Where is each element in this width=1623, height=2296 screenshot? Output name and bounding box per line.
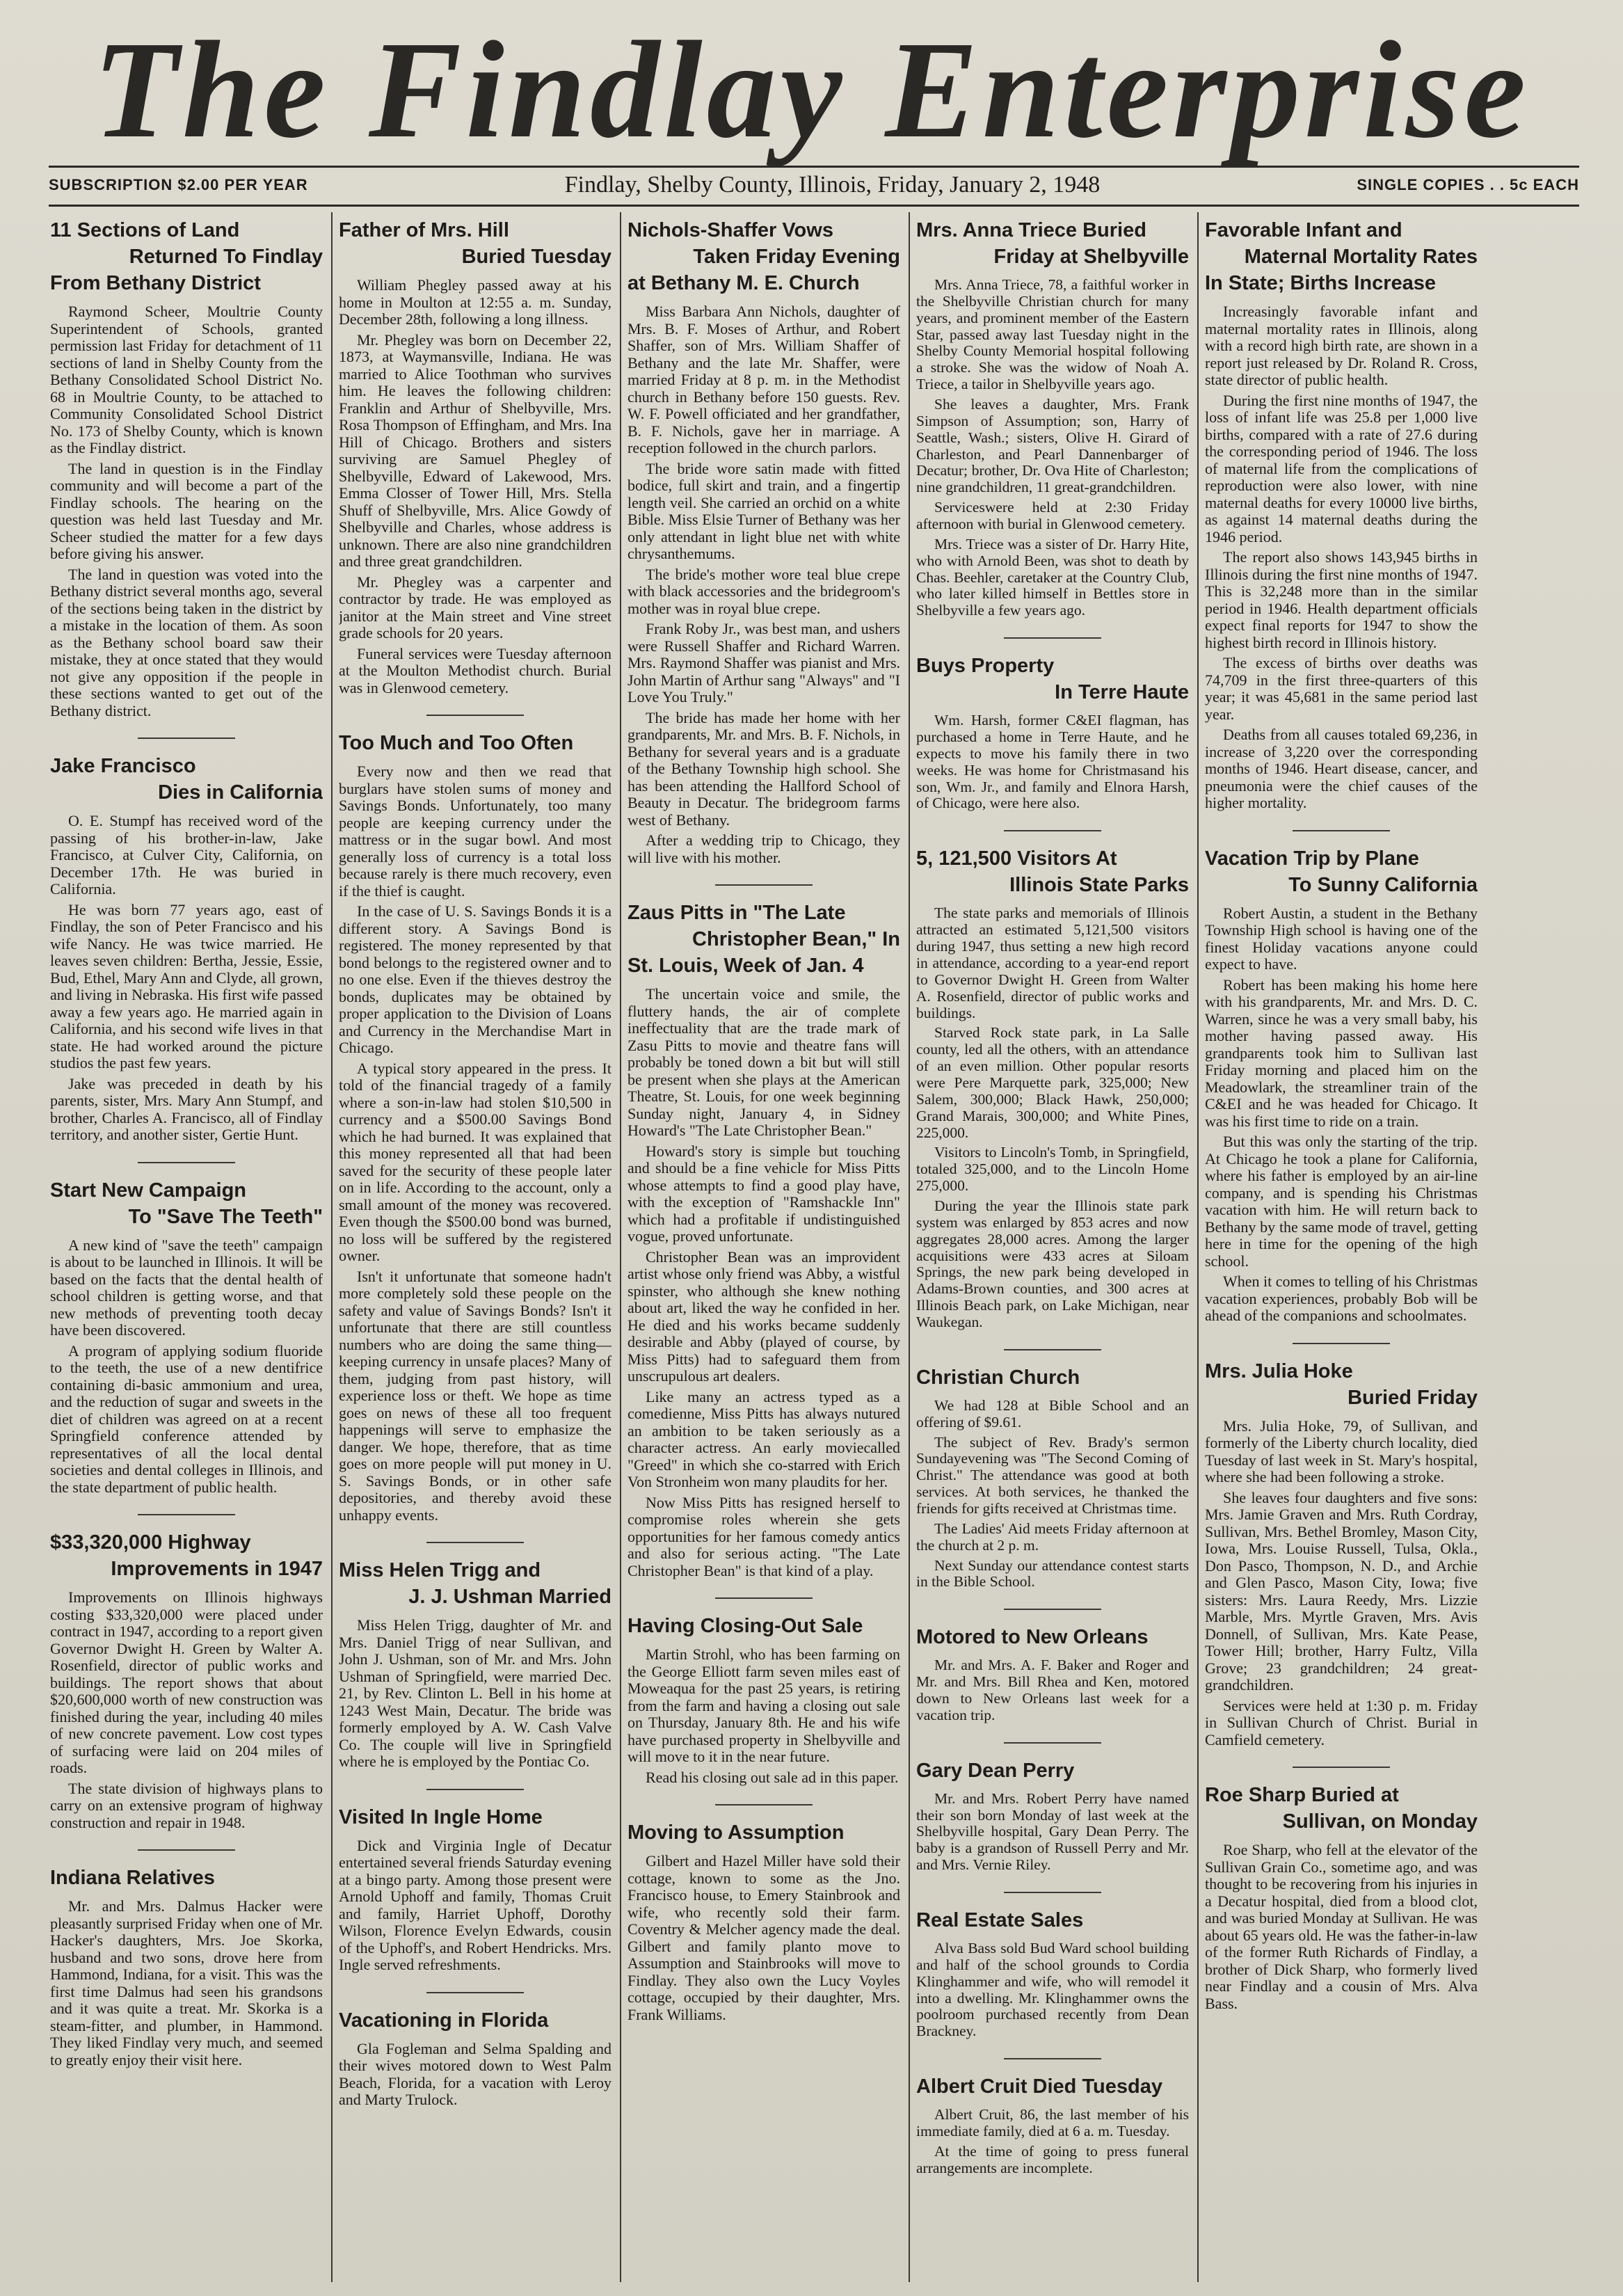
article-paragraph: Wm. Harsh, former C&EI flagman, has purchased a home in Terre Haute, and he expects to move his family there in two weeks. He was home for Christmasand his son, Wm. Jr., and family and Elnora Harsh, of Chicago, were here also. — [916, 712, 1189, 812]
headline-line: 11 Sections of Land — [50, 219, 240, 241]
dateline: Findlay, Shelby County, Illinois, Friday, January 2, 1948 — [564, 172, 1101, 198]
column-divider — [331, 212, 333, 2282]
article-highway-improvements — [50, 1529, 323, 1831]
article-headline — [916, 2073, 1189, 2100]
article-paragraph: The bride has made her home with her grandparents, Mr. and Mrs. B. F. Nichols, in Bethany for several years and is a graduate of the Bethany Township high school. She has been attending the Hallford School of Beauty in Decatur. The bridegroom farms west of Bethany. — [627, 708, 900, 829]
article-paragraph: Gilbert and Hazel Miller have sold their cottage, known to some as the Jno. Francisco house, to Emery Stainbrook and wife, who recently sold their farm. Coventry & Melcher agency made the deal. Gilbert and family planto move to Assumption and Stainbrooks will move to Findlay. They also own the Lucy Voyles cottage, occupied by their daughter, Mrs. Frank Williams. — [627, 1852, 900, 2023]
headline-line: 5, 121,500 Visitors At — [916, 847, 1117, 870]
article-paragraph: Funeral services were Tuesday afternoon at the Moulton Methodist church. Burial was in Glenwood cemetery. — [339, 644, 611, 696]
article-headline — [1205, 1782, 1478, 1835]
article-mrs-hill-father — [339, 217, 611, 696]
headline-line: Having Closing-Out Sale — [627, 1615, 863, 1637]
article-vacationing-florida — [339, 2007, 611, 2109]
article-headline — [627, 1613, 900, 1639]
article-paragraph: Miss Helen Trigg, daughter of Mr. and Mrs. Daniel Trigg of near Sullivan, and John J. Ushman, son of Mr. and Mrs. John Ushman of Springfield, were married Dec. 21, by Rev. Clinton L. Bell in his home at 1243 West Main, Decatur. The bride was formerly employed by A. W. Cash Valve Co. The couple will live in Springfield where he is employed by the Pontiac Co. — [339, 1616, 611, 1770]
article-headline — [627, 217, 900, 296]
article-separator — [1004, 1892, 1101, 1893]
headline-line: Albert Cruit Died Tuesday — [916, 2075, 1162, 2098]
article-paragraph: He was born 77 years ago, east of Findlay, the son of Peter Francisco and his wife Nancy. He was twice married. He leaves seven children: Bertha, Jessie, Essie, Bud, Ethel, Mary Ann and Clyde, all grown, and living in Nebraska. His first wife passed away a few years ago. He married again in California, and his second wife lives in that state. He had worked around the picture studios the past few years. — [50, 900, 323, 1071]
article-paragraph: At the time of going to press funeral arrangements are incomplete. — [916, 2142, 1189, 2176]
article-sections-of-land — [50, 217, 323, 719]
headline-line: Nichols-Shaffer Vows — [627, 219, 833, 241]
article-paragraph: Mrs. Triece was a sister of Dr. Harry Hite, who with Arnold Been, was shot to death by Chas. Beehler, caretaker at the Country Club, who later killed himself in Bettles store in Shelbyville a few years ago. — [916, 535, 1189, 619]
headline-line: Illinois State Parks — [1009, 874, 1189, 897]
article-paragraph: A typical story appeared in the press. It told of the financial tragedy of a family where a son-in-law had stolen $10,500 in currency and a $500.00 Savings Bond which he had burned. It was explained that this money represented all that had been saved for the security of these people later on in life. According to the account, only a small amount of the money was recovered. Even though the $500.00 bond was burned, no loss will be suffered by the registered owner. — [339, 1059, 611, 1264]
column-divider — [909, 212, 910, 2282]
article-paragraph: The bride wore satin made with fitted bodice, full skirt and train, and a fingertip length veil. She carried an orchid on a white Bible. Miss Elsie Turner of Bethany was her only attendant in light blue net with white chrysanthemums. — [627, 459, 900, 562]
article-paragraph: She leaves a daughter, Mrs. Frank Simpson of Assumption; son, Harry of Seattle, Wash.; sisters, Olive H. Girard of Charleston, and Pearl Dannenbarger of Decatur; brother, Dr. Ova Hite of Charleston; nine grandchildren, 11 great-grandchildren. — [916, 396, 1189, 496]
masthead-rule-top — [49, 166, 1579, 168]
headline-line: Mrs. Julia Hoke — [1205, 1360, 1353, 1382]
article-separator — [426, 1789, 524, 1790]
article-closing-out-sale — [627, 1613, 900, 1786]
headline-line: Returned To Findlay — [129, 246, 323, 268]
article-indiana-relatives — [50, 1865, 323, 2068]
article-paragraph: Howard's story is simple but touching and should be a fine vehicle for Miss Pitts whose attempts to find a good play have, with the exception of "Ramshackle Inn" which had a profitable if undistinguished vogue, proved unfortunate. — [627, 1142, 900, 1245]
article-separator — [1004, 1609, 1101, 1610]
article-separator — [426, 1992, 524, 1993]
article-headline — [50, 1529, 323, 1582]
article-paragraph: A new kind of "save the teeth" campaign is about to be launched in Illinois. It will be based on the facts that the dental health of school children is getting worse, and that new methods of preventing tooth decay have been discovered. — [50, 1236, 323, 1339]
article-paragraph: The Ladies' Aid meets Friday afternoon at the church at 2 p. m. — [916, 1520, 1189, 1554]
article-headline — [916, 653, 1189, 705]
article-separator — [1004, 830, 1101, 831]
article-separator — [426, 715, 524, 716]
article-headline — [1205, 1358, 1478, 1411]
headline-line: Too Much and Too Often — [339, 732, 574, 754]
article-separator — [715, 1804, 813, 1805]
article-separator — [1004, 1349, 1101, 1350]
article-headline — [339, 217, 611, 270]
article-separator — [138, 738, 235, 739]
single-copy-price: SINGLE COPIES . . 5c EACH — [1357, 176, 1579, 193]
article-paragraph: The land in question is in the Findlay community and will become a part of the Findlay schools. The hearing on the question was held last Tuesday and Mr. Scheer studied the matter for a few days before giving his answer. — [50, 459, 323, 562]
headline-line: To "Save The Teeth" — [128, 1205, 323, 1228]
article-headline — [627, 1819, 900, 1846]
article-jake-francisco — [50, 753, 323, 1144]
article-paragraph: The bride's mother wore teal blue crepe with black accessories and the bridegroom's mother was in royal blue crepe. — [627, 565, 900, 617]
headline-line: Real Estate Sales — [916, 1909, 1084, 1932]
article-headline — [916, 1364, 1189, 1391]
article-paragraph: Roe Sharp, who fell at the elevator of the Sullivan Grain Co., sometime ago, and was thought to be recovering from his injuries in a Decatur hospital, died from a blood clot, and was buried Monday at Sullivan. He was about 65 years old. He was the father-in-law of the former Ruth Richards of Findlay, a brother of Dick Sharp, who formerly lived near Findlay and a cousin of Mrs. Alva Bass. — [1205, 1841, 1478, 2012]
article-christian-church — [916, 1364, 1189, 1591]
article-paragraph: Mr. Phegley was a carpenter and contractor by trade. He was employed as janitor at the Main street and Vine street grade schools for 20 years. — [339, 573, 611, 641]
article-paragraph: During the first nine months of 1947, the loss of infant life was 25.8 per 1,000 live births, compared with a rate of 27.6 during the corresponding period of 1946. The loss of maternal life from the complications of reproduction were also lower, with nine maternal deaths for every 10000 live births, as against 14 maternal deaths during the 1946 period. — [1205, 391, 1478, 545]
article-paragraph: Visitors to Lincoln's Tomb, in Springfield, totaled 325,000, and to the Lincoln Home 275,000. — [916, 1144, 1189, 1195]
headline-line: Buys Property — [916, 655, 1055, 678]
headline-line: St. Louis, Week of Jan. 4 — [627, 955, 864, 977]
article-headline — [50, 1865, 323, 1891]
article-headline — [339, 1557, 611, 1610]
article-separator — [1293, 830, 1390, 831]
subscription-price: SUBSCRIPTION $2.00 PER YEAR — [49, 176, 308, 193]
article-paragraph: Gla Fogleman and Selma Spalding and their wives motored down to West Palm Beach, Florida, for a vacation with Leroy and Marty Trulock. — [339, 2039, 611, 2108]
article-terre-haute — [916, 653, 1189, 812]
article-separator — [1293, 1767, 1390, 1768]
article-paragraph: The state division of highways plans to carry on an extensive program of highway construction and repair in 1948. — [50, 1779, 323, 1831]
headline-line: Vacation Trip by Plane — [1205, 847, 1419, 870]
article-separator — [1004, 1742, 1101, 1744]
article-gary-dean-perry — [916, 1757, 1189, 1874]
headline-line: Jake Francisco — [50, 755, 196, 777]
article-headline — [50, 753, 323, 806]
article-paragraph: Deaths from all causes totaled 69,236, in increase of 3,220 over the corresponding months of 1946. Heart disease, cancer, and pneumonia were the chief causes of the higher mortality. — [1205, 726, 1478, 811]
article-paragraph: Martin Strohl, who has been farming on the George Elliott farm seven miles east of Moweaqua for the past 25 years, is retiring from the farm and having a closing out sale on Thursday, January 8th. He and his wife have purchased property in Shelbyville and will move to it in the near future. — [627, 1645, 900, 1765]
article-paragraph: During the year the Illinois state park system was enlarged by 853 acres and now aggregates 28,000 acres. Among the larger acquisitions were 433 acres at Siloam Springs, the new park being developed in Adams-Brown counties, and 300 acres at Illinois Beach park, on Lake Michigan, near Waukegan. — [916, 1197, 1189, 1330]
article-paragraph: We had 128 at Bible School and an offering of $9.61. — [916, 1396, 1189, 1430]
article-headline — [339, 730, 611, 756]
article-paragraph: The subject of Rev. Brady's sermon Sundayevening was "The Second Coming of Christ." The attendance was good at both services. At both services, he thanked the friends for gifts received at Christmas time. — [916, 1433, 1189, 1517]
article-paragraph: Miss Barbara Ann Nichols, daughter of Mrs. B. F. Moses of Arthur, and Robert Shaffer, son of Mrs. William Shaffer of Bethany and the late Mr. Shaffer, were married Friday at 8 p. m. in the Methodist church in Bethany before 150 guests. Rev. W. F. Powell officiated and her grandfather, B. F. Nichols, gave her in marriage. A reception followed in the church parlors. — [627, 303, 900, 456]
article-paragraph: William Phegley passed away at his home in Moulton at 12:55 a. m. Sunday, December 28th, following a long illness. — [339, 276, 611, 328]
article-paragraph: Mrs. Julia Hoke, 79, of Sullivan, and formerly of the Liberty church locality, died Tuesday of last week in St. Mary's hospital, where she had been following a stroke. — [1205, 1417, 1478, 1485]
article-paragraph: Frank Roby Jr., was best man, and ushers were Russell Shaffer and Richard Warren. Mrs. Raymond Shaffer was pianist and Mrs. John Martin of Arthur sang "Always" and "I Love You Truly." — [627, 620, 900, 705]
article-paragraph: But this was only the starting of the trip. At Chicago he took a plane for California, where his father is employed by an air-line company, and is spending his Christmas vacation with him. He will return back to Bethany by the same mode of travel, getting here in time for the opening of the high school. — [1205, 1133, 1478, 1270]
column-2 — [339, 217, 611, 2277]
headline-line: Gary Dean Perry — [916, 1759, 1075, 1782]
article-headline — [50, 217, 323, 296]
article-paragraph: Alva Bass sold Bud Ward school building and half of the school grounds to Cordia Klinghammer and wife, who will remodel it into a dwelling. Mr. Klinghammer owns the poolroom purchased recently from Dean Brackney. — [916, 1940, 1189, 2040]
headline-line: Dies in California — [158, 781, 323, 804]
article-headline — [339, 2007, 611, 2034]
headline-line: In Terre Haute — [1055, 681, 1189, 704]
article-paragraph: Robert Austin, a student in the Bethany Township High school is having one of the finest Holiday vacations anyone could expect to have. — [1205, 904, 1478, 973]
article-separator — [715, 1597, 813, 1599]
article-paragraph: Read his closing out sale ad in this paper. — [646, 1768, 899, 1786]
article-headline — [339, 1804, 611, 1831]
article-albert-cruit — [916, 2073, 1189, 2176]
article-ingle-home — [339, 1804, 611, 1974]
article-separator — [138, 1849, 235, 1851]
column-3 — [627, 217, 900, 2277]
column-1 — [50, 217, 323, 2277]
article-roe-sharp — [1205, 1782, 1478, 2012]
article-separator — [715, 884, 813, 886]
headline-line: Miss Helen Trigg and — [339, 1559, 541, 1581]
article-paragraph: In the case of U. S. Savings Bonds it is a different story. A Savings Bond is registered. The money represented by that bond belongs to the registered owner and to no one else. Even if the thieves destroy the bonds, duplicates may be obtained by proper application to the Division of Loans and Currency in the Merchandise Mart in Chicago. — [339, 902, 611, 1056]
headline-line: Christopher Bean," In — [692, 928, 900, 950]
article-paragraph: When it comes to telling of his Christmas vacation experiences, probably Bob will be ahead of the companions and schoolmates. — [1205, 1273, 1478, 1324]
article-anna-triece — [916, 217, 1189, 619]
article-headline — [916, 1624, 1189, 1650]
article-headline — [627, 900, 900, 979]
article-separator — [138, 1162, 235, 1163]
headline-line: Maternal Mortality Rates — [1244, 246, 1478, 268]
masthead-rule-bottom — [49, 205, 1579, 207]
article-headline — [916, 845, 1189, 898]
article-headline — [1205, 845, 1478, 898]
headline-line: In State; Births Increase — [1205, 272, 1436, 294]
article-paragraph: Next Sunday our attendance contest starts in the Bible School. — [916, 1556, 1189, 1591]
headline-line: Christian Church — [916, 1366, 1080, 1389]
article-paragraph: Services were held at 1:30 p. m. Friday in Sullivan Church of Christ. Burial in Camfield cemetery. — [1205, 1696, 1478, 1748]
article-state-parks — [916, 845, 1189, 1330]
article-save-the-teeth — [50, 1177, 323, 1497]
headline-line: Sullivan, on Monday — [1282, 1810, 1478, 1833]
article-nichols-shaffer — [627, 217, 900, 866]
article-paragraph: Isn't it unfortunate that someone hadn't more completely sold these people on the safety and value of Savings Bonds? Isn't it unfortunate that there are still countless numbers who are doing the same thing—keeping currency in unsafe places? Many of them, judging from past history, will experience loss or theft. We hope as time goes on news of these all too frequent happenings will serve to emphasize the danger. We hope, therefore, that as time goes on more people will put money in U. S. Savings Bonds, or in other safe depositories, and thereby avoid these unhappy events. — [339, 1267, 611, 1524]
article-paragraph: Now Miss Pitts has resigned herself to compromise roles wherein she gets opportunities for her famous comedy antics and also for serious acting. "The Late Christopher Bean" is that kind of a play. — [627, 1493, 900, 1579]
article-separator — [1004, 2058, 1101, 2059]
column-4 — [916, 217, 1189, 2277]
article-paragraph: Every now and then we read that burglars have stolen sums of money and Savings Bonds. Unfortunately, too many people are keeping currency under the mattress or in the sugar bowl. And most generally loss of currency is a total loss because rarely is there much recovery, even if the thief is caught. — [339, 763, 611, 900]
article-separator — [1004, 637, 1101, 639]
column-divider — [620, 212, 621, 2282]
article-trigg-ushman — [339, 1557, 611, 1771]
article-paragraph: Mrs. Anna Triece, 78, a faithful worker in the Shelbyville Christian church for many years, and prominent member of the Eastern Star, passed away last Tuesday night in the Shelby County Memorial hospital following a stroke. She was the widow of Noah A. Triece, a tailor in Shelbyville years ago. — [916, 276, 1189, 393]
article-paragraph: After a wedding trip to Chicago, they will live with his mother. — [627, 831, 900, 866]
article-too-much-too-often — [339, 730, 611, 1524]
article-moving-to-assumption — [627, 1819, 900, 2023]
headline-line: Father of Mrs. Hill — [339, 219, 509, 241]
headline-line: Mrs. Anna Triece Buried — [916, 219, 1146, 241]
article-paragraph: The state parks and memorials of Illinois attracted an estimated 5,121,500 visitors during 1947, thus setting a new high record in attendance, according to a year-end report to Governor Dwight H. Green from Walter A. Rosenfield, director of public works and buildings. — [916, 904, 1189, 1021]
article-paragraph: Albert Cruit, 86, the last member of his immediate family, died at 6 a. m. Tuesday. — [916, 2106, 1189, 2140]
headline-line: Favorable Infant and — [1205, 219, 1402, 241]
article-zaus-pitts — [627, 900, 900, 1579]
headline-line: To Sunny California — [1288, 873, 1478, 896]
article-paragraph: Jake was preceded in death by his parents, sister, Mrs. Mary Ann Stumpf, and brother, Charles A. Francisco, all of Findlay territory, and another sister, Gertie Hunt. — [50, 1074, 323, 1143]
article-paragraph: Mr. Phegley was born on December 22, 1873, at Waymansville, Indiana. He was married to Alice Toothman who survives him. He leaves the following children: Franklin and Arthur of Shelbyville, Mrs. Rosa Thompson of Effingham, and Mrs. Ina Hill of Chicago. Brothers and sisters surviving are Samuel Phegley of Shelbyville, Edward of Lakewood, Mrs. Emma Closser of Tower Hill, Mrs. Stella Shuff of Shelbyville, Mrs. Alice Gowdy of Shelbyville and Charles, whose address is unknown. There are also nine grandchildren and three great grandchildren. — [339, 330, 611, 570]
article-paragraph: The report also shows 143,945 births in Illinois during the first nine months of 1947. This is 32,248 more than in the similar period in 1946. Health department officials expect final reports for 1947 to show the highest birth record in Illinois history. — [1205, 548, 1478, 651]
article-vacation-trip — [1205, 845, 1478, 1325]
article-paragraph: Mr. and Mrs. A. F. Baker and Roger and Mr. and Mrs. Bill Rhea and Ken, motored down to New Orleans last week for a vacation trip. — [916, 1657, 1189, 1723]
article-real-estate — [916, 1907, 1189, 2040]
headline-line: Zaus Pitts in "The Late — [627, 902, 846, 924]
article-paragraph: Like many an actress typed as a comedienne, Miss Pitts has always nutured an ambition to be taken seriously as a character actress. An early moviecalled "Greed" in which she co-starred with Erich Von Stronheim won many plaudits for her. — [627, 1387, 900, 1490]
article-paragraph: She leaves four daughters and five sons: Mrs. Jamie Graven and Mrs. Ruth Cordray, Sullivan, Mrs. Bethel Bromley, Mason City, Iowa, Mrs. Louise Russell, Tulsa, Okla., Don Pasco, Thompson, N. D., and Archie and Glen Pasco, Mason City, Iowa; five sisters: Mrs. Laura Reedy, Mrs. Lizzie Marble, Mrs. Myrtle Graven, Mrs. Avis Donnell, of Sullivan, Mrs. Kate Pease, Tower Hill; brother, Harry Fultz, Villa Grove; 23 grandchildren; 24 great-grandchildren. — [1205, 1488, 1478, 1693]
article-paragraph: The uncertain voice and smile, the fluttery hands, the air of complete ineffectuality that are the trade mark of Zasu Pitts to movie and theatre fans will probably be toned down a bit but will still be present when she plays at the American Theatre, St. Louis, for one week beginning Sunday night, January 4, in Sidney Howard's "The Late Christopher Bean." — [627, 985, 900, 1139]
article-new-orleans — [916, 1624, 1189, 1723]
column-divider — [1197, 212, 1199, 2282]
article-paragraph: Mr. and Mrs. Robert Perry have named their son born Monday of last week at the Shelbyville hospital, Gary Dean Perry. The baby is a grandson of Russell Perry and Mr. and Mrs. Vernie Riley. — [916, 1789, 1189, 1874]
article-paragraph: O. E. Stumpf has received word of the passing of his brother-in-law, Jake Francisco, at Culver City, California, on December 17th. He was buried in California. — [50, 812, 323, 898]
article-headline — [916, 217, 1189, 270]
article-maternal-mortality — [1205, 217, 1478, 812]
masthead — [0, 13, 1623, 167]
headline-line: at Bethany M. E. Church — [627, 272, 860, 294]
headline-line: Improvements in 1947 — [111, 1558, 323, 1580]
headline-line: Vacationing in Florida — [339, 2009, 549, 2032]
article-paragraph: Christopher Bean was an improvident artist whose only friend was Abby, a wistful spinster, who although she knew nothing about art, liked the way he confided in her. He died and his works became suddenly desirable and Abby (played of course, by Miss Pitts) had to safeguard them from unscrupulous art dealers. — [627, 1247, 900, 1385]
headline-line: Roe Sharp Buried at — [1205, 1784, 1399, 1806]
article-paragraph: Dick and Virginia Ingle of Decatur entertained several friends Saturday evening at a bingo party. Among those present were Arnold Uphoff and family, Thomas Cruit and family, Harriet Uphoff, Dorothy Wilson, Florence Evelyn Edwards, cousin of the Uphoff's, and Robert Hendricks. Mrs. Ingle served refreshments. — [339, 1836, 611, 1973]
article-paragraph: Serviceswere held at 2:30 Friday afternoon with burial in Glenwood cemetery. — [916, 499, 1189, 533]
headline-line: Indiana Relatives — [50, 1867, 215, 1889]
article-headline — [916, 1757, 1189, 1784]
article-paragraph: Starved Rock state park, in La Salle county, led all the others, with an attendance of an even million. Other popular resorts were Pere Marquette park, 325,000; New Salem, 300,000; Black Hawk, 250,000; Grand Marais, 300,000; and White Pines, 225,000. — [916, 1024, 1189, 1141]
column-5 — [1205, 217, 1478, 2277]
headline-line: $33,320,000 Highway — [50, 1531, 251, 1554]
headline-line: From Bethany District — [50, 272, 261, 294]
headline-line: Taken Friday Evening — [693, 246, 900, 268]
article-paragraph: Improvements on Illinois highways costing $33,320,000 were placed under contract in 1947, according to a report given Governor Dwight H. Green by Walter A. Rosenfield, director of public works and buildings. The report shows that about $20,600,000 worth of new construction was finished during the year, including 40 miles of new concrete pavement. Low cost types of surfacing were laid on 204 miles of roads. — [50, 1588, 323, 1776]
article-paragraph: The land in question was voted into the Bethany district several months ago, several of the sections being taken in the district by a mistake in the location of them. As soon as the Bethany school board saw their mistake, they at once stated that they would not give any opposition if the people in these sections wanted to get out of the Bethany district. — [50, 565, 323, 719]
headline-line: J. J. Ushman Married — [408, 1586, 611, 1608]
article-separator — [426, 1542, 524, 1543]
article-paragraph: The excess of births over deaths was 74,709 in the first three-quarters of this year; it was 45,681 in the same period last year. — [1205, 654, 1478, 723]
headline-line: Friday at Shelbyville — [993, 246, 1189, 268]
headline-line: Buried Friday — [1348, 1386, 1478, 1409]
headline-line: Start New Campaign — [50, 1179, 246, 1202]
article-paragraph: Robert has been making his home here with his grandparents, Mr. and Mrs. D. C. Warren, since he was a very small baby, his mother having passed away. His grandparents took him to Sullivan last Friday morning and placed him on the Meadowlark, the streamliner train of the C&EI and he was headed for Chicago. It was his first time to ride on a train. — [1205, 975, 1478, 1130]
article-separator — [138, 1514, 235, 1515]
article-paragraph: Mr. and Mrs. Dalmus Hacker were pleasantly surprised Friday when one of Mr. Hacker's daughters, Mrs. Joe Skorka, husband and two sons, drove here from Hammond, Indiana, for a visit. This was the first time Dalmus had seen his grandsons and it was quite a treat. Mr. Skorka is a steam-fitter, and plumber, in Hammond. They liked Findlay very much, and seemed to greatly enjoy their visit here. — [50, 1897, 323, 2068]
article-paragraph: Increasingly favorable infant and maternal mortality rates in Illinois, along with a record high birth rate, are shown in a report just released by Dr. Roland R. Cross, state director of public health. — [1205, 303, 1478, 388]
article-paragraph: A program of applying sodium fluoride to the teeth, the use of a new dentifrice containing di-basic ammonium and urea, and the reduction of sugar and sweets in the diet of children was agreed on at a recent Springfield conference attended by representatives of all the local dental societies and dental colleges in Illinois, and the state department of public health. — [50, 1341, 323, 1496]
headline-line: Visited In Ingle Home — [339, 1805, 543, 1828]
newspaper-title: The Findlay Enterprise — [93, 13, 1530, 167]
article-headline — [916, 1907, 1189, 1934]
headline-line: Buried Tuesday — [461, 246, 611, 268]
headline-line: Moving to Assumption — [627, 1821, 845, 1844]
article-julia-hoke — [1205, 1358, 1478, 1749]
article-headline — [1205, 217, 1478, 296]
article-separator — [1293, 1343, 1390, 1344]
masthead-info-bar — [49, 171, 1579, 199]
article-headline — [50, 1177, 323, 1230]
headline-line: Motored to New Orleans — [916, 1626, 1149, 1649]
article-paragraph: Raymond Scheer, Moultrie County Superintendent of Schools, granted permission last Friday for detachment of 11 sections of land in Shelby County from the Bethany Consolidated School District No. 68 in Moultrie County, to be attached to Community Consolidated School District No. 173 of Shelby County, which is known as the Findlay district. — [50, 303, 323, 456]
